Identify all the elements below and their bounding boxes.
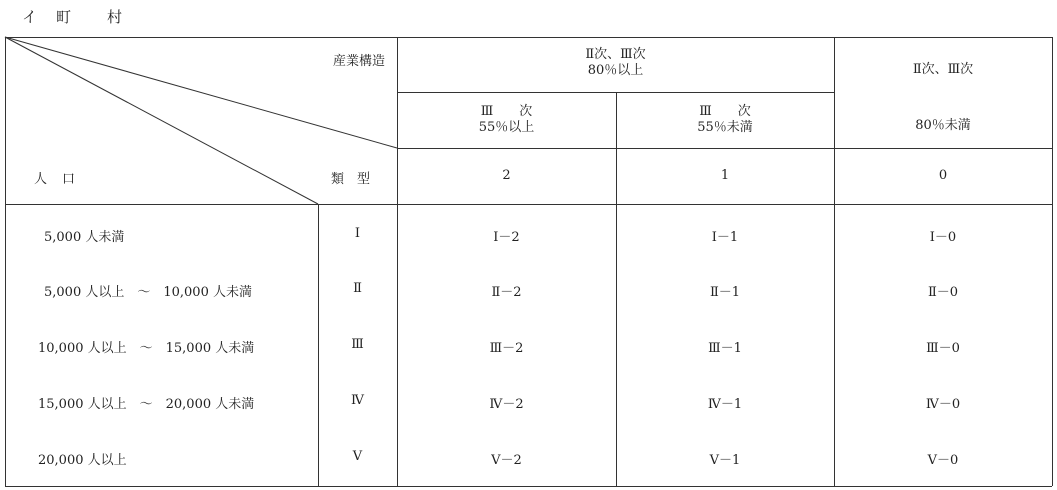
type-label: 類 型: [331, 172, 371, 187]
type-code-1: Ⅳ－1: [707, 397, 743, 412]
sub-header-iii-55-over-line2: 55％以上: [478, 120, 535, 135]
group-header-under-80-line2: 80％未満: [915, 118, 971, 133]
type-code-2: Ⅴ－2: [491, 453, 522, 468]
code-1: 1: [720, 168, 730, 183]
sub-header-iii-under-55: [616, 104, 834, 136]
sub-header-iii-55-over-line1: Ⅲ 次: [480, 104, 533, 119]
type-code-1: Ⅱ－1: [709, 285, 741, 300]
type-code-0: Ⅴ－0: [927, 453, 959, 468]
population-range: 20,000 人以上: [38, 453, 127, 468]
type-numeral: Ⅰ: [354, 226, 361, 241]
type-code-1: Ⅴ－1: [709, 453, 741, 468]
type-code-0: Ⅱ－0: [927, 285, 959, 300]
industry-structure-label: 産業構造: [332, 54, 385, 69]
type-numeral: Ⅴ: [352, 449, 363, 464]
type-code-0: Ⅰ－0: [929, 230, 957, 245]
type-code-1: Ⅰ－1: [711, 230, 739, 245]
code-0: 0: [938, 168, 948, 183]
group-header-80-over: [397, 47, 834, 79]
page-heading: イ 町 村: [22, 8, 125, 26]
population-range: 15,000 人以上 ～ 20,000 人未満: [38, 397, 255, 412]
group-header-under-80-line1: Ⅱ次、Ⅲ次: [912, 62, 974, 77]
sub-header-iii-under-55-line2: 55％未満: [697, 120, 753, 135]
type-numeral: Ⅲ: [351, 337, 364, 352]
group-header-80-over-line2: 80％以上: [587, 63, 644, 78]
code-2: 2: [502, 168, 511, 183]
group-header-80-over-line1: Ⅱ次、Ⅲ次: [585, 47, 646, 62]
type-code-2: Ⅳ－2: [489, 397, 524, 412]
type-code-2: Ⅰ－2: [493, 230, 520, 245]
population-range: 10,000 人以上 ～ 15,000 人未満: [38, 341, 255, 356]
type-code-0: Ⅲ－0: [926, 341, 960, 356]
population-range: 5,000 人未満: [44, 230, 125, 245]
sub-header-iii-55-over: [397, 104, 616, 136]
population-label: 人 口: [34, 172, 77, 187]
type-numeral: Ⅳ: [351, 393, 364, 408]
type-code-2: Ⅲ－2: [489, 341, 524, 356]
sub-header-iii-under-55-line1: Ⅲ 次: [699, 104, 751, 119]
type-numeral: Ⅱ: [353, 281, 362, 296]
type-code-0: Ⅳ－0: [925, 397, 961, 412]
population-range: 5,000 人以上 ～ 10,000 人未満: [44, 285, 252, 300]
type-code-2: Ⅱ－2: [491, 285, 522, 300]
type-code-1: Ⅲ－1: [708, 341, 742, 356]
